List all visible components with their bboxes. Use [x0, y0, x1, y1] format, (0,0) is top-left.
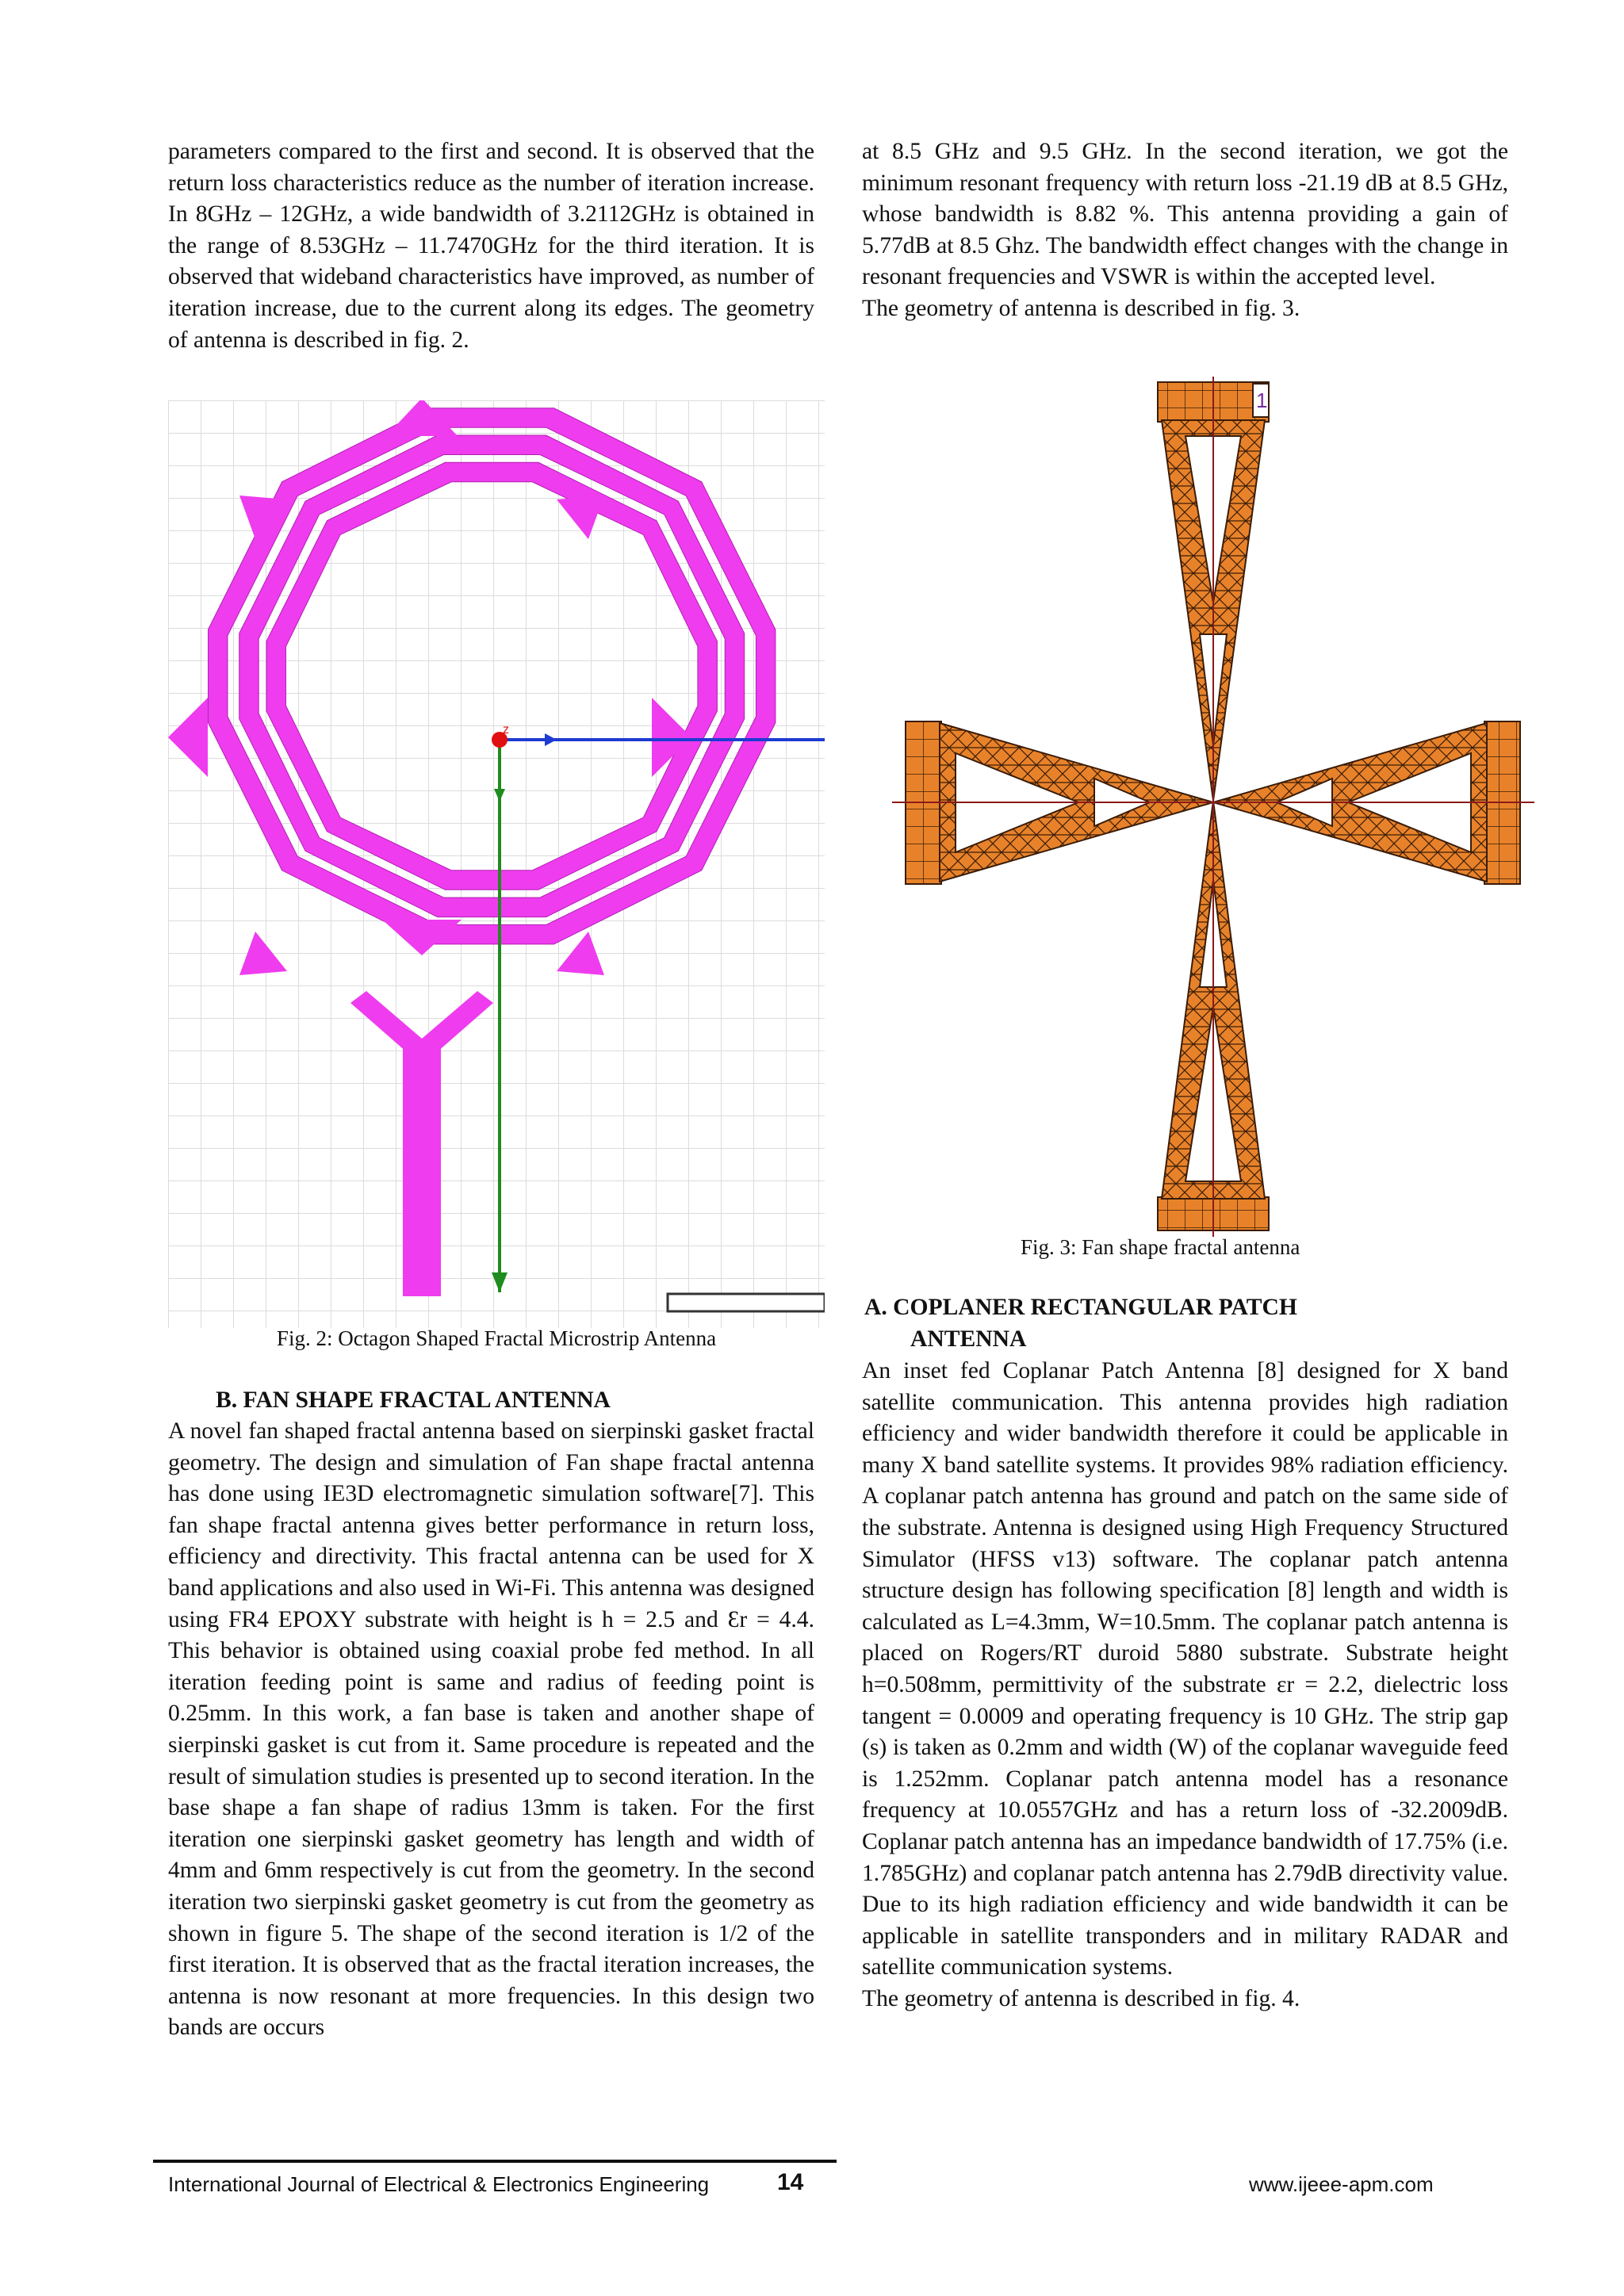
z-axis-label: z [503, 723, 509, 737]
figure-2-octagon-antenna [168, 400, 825, 1328]
scale-bar [668, 1294, 825, 1311]
paragraph-coplanar-patch: An inset fed Coplanar Patch Antenna [8] designed for X band satellite communication. This antenna provides high radiation efficiency and wider bandwidth therefore it could be applicable in many X band satellite systems. It provides 98% radiation efficiency. A coplanar patch antenna has ground and patch on the same side of the substrate. Antenna is designed using High Frequency Structured Simulator (HFSS v13) software. The coplanar patch antenna structure design has following specification [8] length and width is calculated as L=4.3mm, W=10.5mm. The coplanar patch antenna is placed on Rogers/RT duroid 5880 substrate. Substrate height h=0.508mm, permittivity of the substrate εr = 2.2, dielectric loss tangent = 0.0009 and operating frequency is 10 GHz. The strip gap (s) is taken as 0.2mm and width (W) of the coplanar waveguide feed is 1.252mm. Coplanar patch antenna model has a resonance frequency at 10.0557GHz and has a return loss of -32.2009dB. Coplanar patch antenna has an impedance bandwidth of 17.75% (i.e. 1.785GHz) and coplanar patch antenna has 2.79dB directivity value. Due to its high radiation efficiency and wide bandwidth it can be applicable in satellite transponders and in military RADAR and satellite communication systems. [862, 1358, 1508, 1980]
paragraph-fan-shape: A novel fan shaped fractal antenna based on sierpinski gasket fractal geometry. The design and simulation of Fan shape fractal antenna has done using IE3D electromagnetic simulation software[7]. This fan shape fractal antenna gives better performance in return loss, efficiency and directivity. This fractal antenna can be used for X band applications and also used in Wi-Fi. This antenna was designed using FR4 EPOXY substrate with height is h = 2.5 and Ɛr = 4.4. This behavior is obtained using coaxial probe fed method. In all iteration feeding point is same and radius of feeding point is 0.25mm. In this work, a fan base is taken and another shape of sierpinski gasket is cut from it. Same procedure is repeated and the result of simulation studies is presented up to second iteration. In the base shape a fan shape of radius 13mm is taken. For the first iteration one sierpinski gasket geometry has length and width of 4mm and 6mm respectively is cut from the geometry. In the second iteration two sierpinski gasket geometry is cut from the geometry as shown in figure 5. The shape of the second iteration is 1/2 of the first iteration. It is observed that as the fractal iteration increases, the antenna is now resonant at more frequencies. In this design two bands are occurs [168, 1418, 814, 2041]
footer-rule [153, 2160, 837, 2163]
octagon-antenna-drawing [168, 400, 825, 1328]
fan-antenna-drawing [888, 373, 1538, 1237]
figure-3-fan-antenna [888, 373, 1538, 1237]
footer-website: www.ijeee-apm.com [1249, 2172, 1434, 2196]
paragraph-geometry-fig3: The geometry of antenna is described in fig. 3. [862, 295, 1300, 321]
left-column-top [168, 136, 814, 356]
paragraph-geometry-fig4: The geometry of antenna is described in fig. 4. [862, 1985, 1300, 2011]
right-column-top [862, 136, 1508, 325]
paragraph-intro: parameters compared to the first and second. It is observed that the return loss characteristics reduce as the number of iteration increase. In 8GHz – 12GHz, a wide bandwidth of 3.2112GHz is obtained in the range of 8.53GHz – 11.7470GHz for the third iteration. It is observed that wideband characteristics have improved, as number of iteration increase, due to the current along its edges. The geometry of antenna is described in fig. 2. [168, 139, 814, 353]
footer-page-number: 14 [777, 2169, 804, 2195]
section-a-heading-line1: A. COPLANER RECTANGULAR PATCH [864, 1295, 1297, 1320]
section-a-heading-line2: ANTENNA [910, 1326, 1027, 1352]
right-column-bottom [862, 1356, 1508, 2015]
footer-journal-name: International Journal of Electrical & Electronics Engineering [168, 2172, 710, 2196]
figure-2-caption: Fig. 2: Octagon Shaped Fractal Microstrip Antenna [276, 1326, 717, 1350]
port-label: 1 [1256, 388, 1268, 412]
section-b-heading: B. FAN SHAPE FRACTAL ANTENNA [216, 1387, 611, 1413]
figure-3-caption: Fig. 3: Fan shape fractal antenna [1021, 1235, 1300, 1259]
left-column-bottom [168, 1416, 814, 2044]
paragraph-continuation: at 8.5 GHz and 9.5 GHz. In the second iteration, we got the minimum resonant frequency with return loss -21.19 dB at 8.5 GHz, whose bandwidth is 8.82 %. This antenna providing a gain of 5.77dB at 8.5 Ghz. The bandwidth effect changes with the change in resonant frequencies and VSWR is within the accepted level. [862, 139, 1508, 290]
